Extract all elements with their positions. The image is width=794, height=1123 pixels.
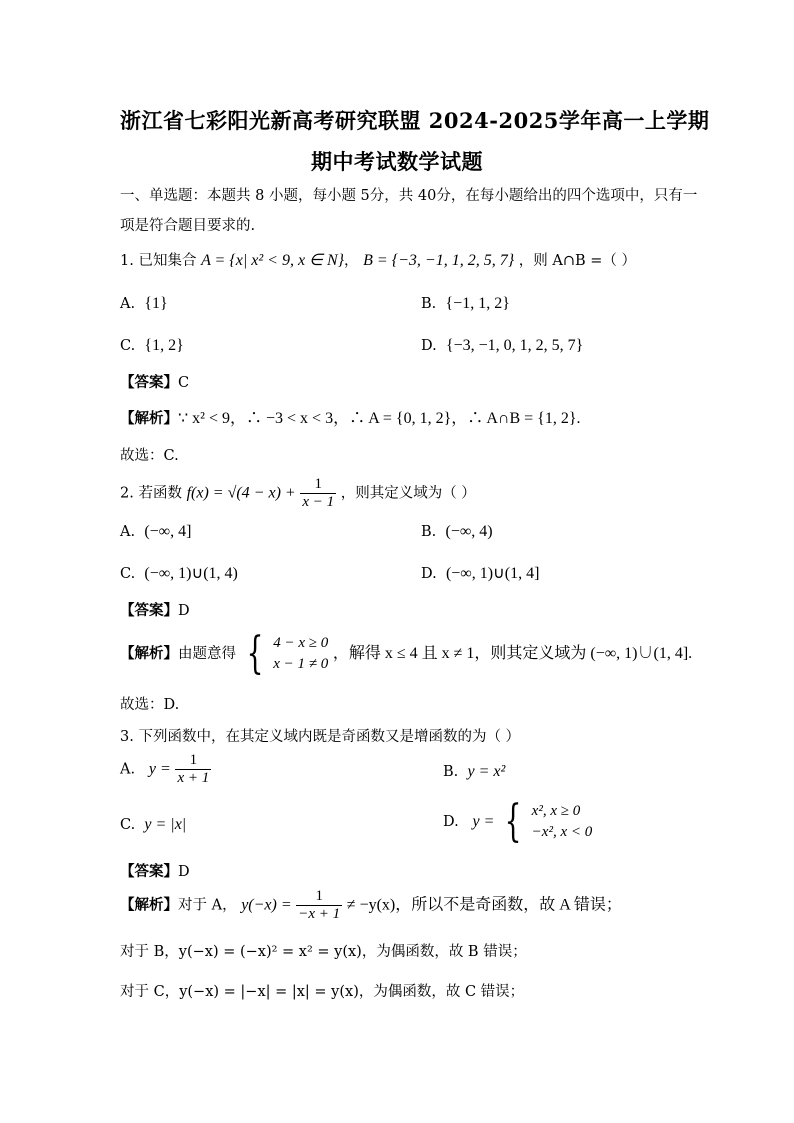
paper-title-line2: 期中考试数学试题 <box>311 149 483 174</box>
analysis-label: 【解析】 <box>120 410 178 427</box>
paper-title-line1: 浙江省七彩阳光新高考研究联盟 2024-2025学年高一上学期 <box>120 108 710 133</box>
brace-icon: { <box>504 796 522 847</box>
analysis-2: 【解析】由题意得 { 4 − x ≥ 0 x − 1 ≠ 0 ，解得 x ≤ 4 且 x ≠ 1，则其定义域为 (−∞, 1)∪(1, 4]. <box>120 628 693 679</box>
option-c: C. (−∞, 1)∪(1, 4) <box>120 565 238 582</box>
option-c: C. {1, 2} <box>120 337 184 354</box>
brace-icon: { <box>246 628 264 679</box>
function-expr: f(x) = √(4 − x) + <box>186 484 296 502</box>
fraction: $\frac{1}{-x + 1}$ <box>298 888 341 922</box>
set-b: B = {−3, −1, 1, 2, 5, 7} <box>363 252 515 269</box>
analysis-text: ∵ x² < 9，∴ −3 < x < 3，∴ A = {0, 1, 2}，∴ A∩B = {1, 2}. <box>178 410 581 427</box>
conclusion-1: 故选：C. <box>120 448 179 464</box>
option-a: A. {1} <box>120 295 168 312</box>
option-d: D. (−∞, 1)∪(1, 4] <box>421 565 540 582</box>
analysis-3b: 对于 B，y(−x) = (−x)² = x² = y(x)，为偶函数，故 B 错误； <box>120 944 527 960</box>
stem-suffix: ，则 A∩B =（ ） <box>518 253 636 269</box>
section-heading: 一、单选题：本题共 8 小题，每小题 5分，共 40分，在每小题给出的四个选项中，只有一 <box>120 188 698 204</box>
option-b: B. y = x² <box>443 763 506 780</box>
question-3-stem: 3. 下列函数中，在其定义域内既是奇函数又是增函数的为（ ） <box>120 729 521 745</box>
analysis-1 <box>120 410 581 428</box>
equation-system: { 4 − x ≥ 0 x − 1 ≠ 0 <box>246 628 329 679</box>
option-a: A. (−∞, 4] <box>120 523 192 540</box>
analysis-3a: 【解析】对于 A， y(−x) = $\frac{1}{-x + 1}$ ≠ −y(x)，所以不是奇函数，故 A 错误； <box>120 888 622 922</box>
question-number: 1. <box>120 253 134 269</box>
option-d: D. y = { x², x ≥ 0 −x², x < 0 <box>443 796 593 847</box>
piecewise: { x², x ≥ 0 −x², x < 0 <box>504 796 593 847</box>
option-b: B. {−1, 1, 2} <box>421 295 510 312</box>
stem-suffix: ，则其定义域为（ ） <box>340 485 476 502</box>
option-a: A. y = $\frac{1}{x + 1}$ <box>120 752 210 786</box>
stem-prefix: 已知集合 <box>138 253 197 269</box>
answer-value: C <box>178 375 190 391</box>
option-b: B. (−∞, 4) <box>421 523 493 540</box>
answer-label: 【答案】 <box>120 374 178 391</box>
option-c: C. y = |x| <box>120 816 187 833</box>
conclusion-2: 故选：D. <box>120 697 180 713</box>
answer-2: 【答案】D <box>120 602 190 619</box>
fraction: $\frac{1}{x - 1}$ <box>302 476 335 510</box>
analysis-3c: 对于 C，y(−x) = |−x| = |x| = y(x)，为偶函数，故 C 错误； <box>120 984 525 1000</box>
set-a: A = {x| x² < 9, x ∈ N} <box>201 252 345 269</box>
question-1-stem: 1. 已知集合 A = {x| x² < 9, x ∈ N}， B = {−3, −1, 1, 2, 5, 7} ，则 A∩B =（ ） <box>120 252 636 269</box>
question-2-stem: 2. 若函数 f(x) = √(4 − x) + $\frac{1}{x - 1}$ ，则其定义域为（ ） <box>120 476 476 510</box>
section-heading-cont: 项是符合题目要求的. <box>120 218 256 234</box>
fraction: $\frac{1}{x + 1}$ <box>177 752 210 786</box>
answer-1 <box>120 374 189 392</box>
option-d: D. {−3, −1, 0, 1, 2, 5, 7} <box>421 337 584 354</box>
answer-3: 【答案】D <box>120 863 190 880</box>
